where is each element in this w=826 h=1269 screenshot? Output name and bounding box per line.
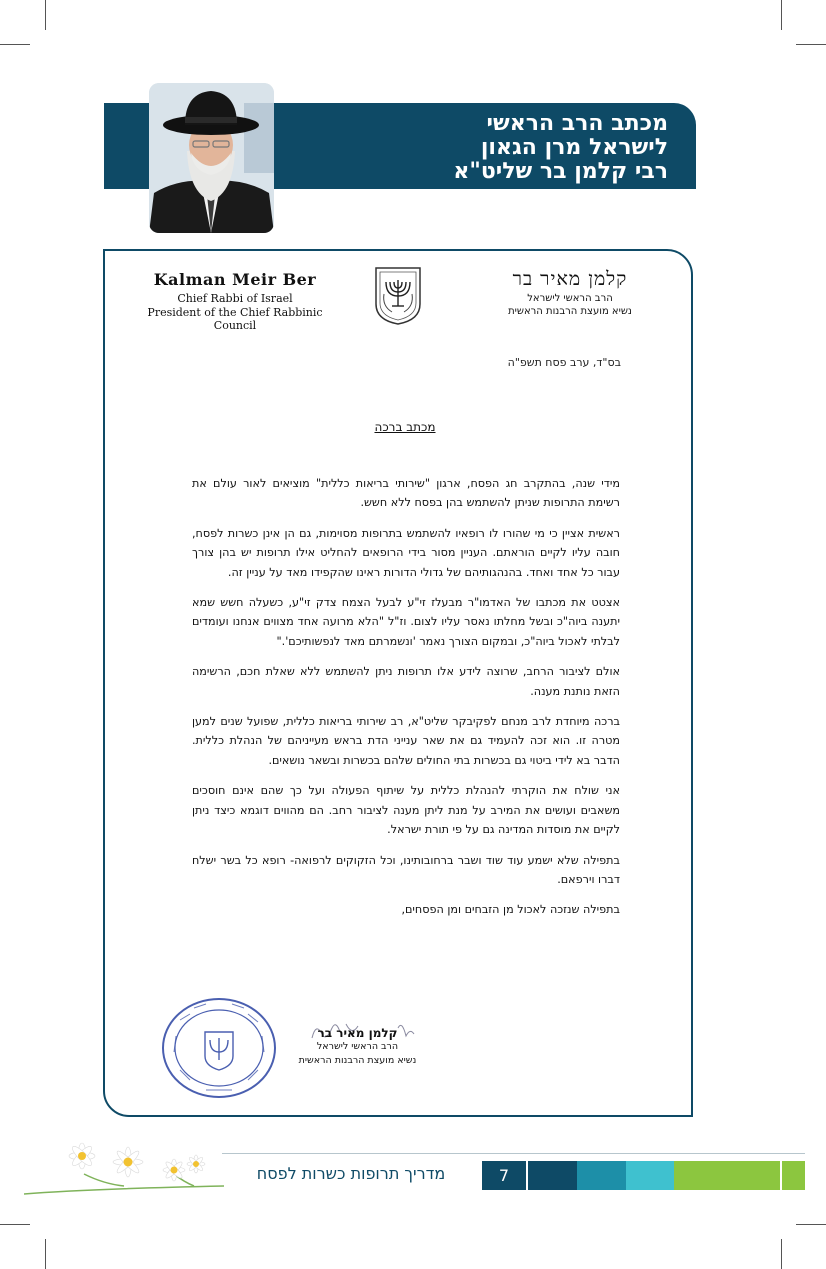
letter-paragraph: בתפילה שלא ישמע עוד שוד ושבר ברחובותינו, וכל הזקוקים לרפואה- רופא כל בשר ישלח דברו וירפאם. — [192, 853, 620, 886]
crop-mark — [45, 0, 46, 30]
page-number: 7 — [482, 1161, 526, 1190]
state-emblem-icon — [372, 264, 424, 326]
letter-body — [192, 474, 620, 931]
crop-mark — [796, 44, 826, 45]
footer-color-strip — [577, 1161, 626, 1190]
crop-mark — [781, 0, 782, 30]
letter-paragraph: אולם לציבור הרחב, שרוצה לידע אלו תרופות ניתן להשתמש ללא שאלת חכם, הרשימה הזאת נותנת מענה. — [192, 665, 620, 698]
signature-role: הרב הראשי לישראל — [316, 1041, 399, 1052]
letter-paragraph: ברכה מיוחדת לרב מנחם לפקיבקר שליט"א, רב שירותי בריאות כללית, שפועל שנים למען מטרה זו. הוא זכה להעמיד גם את שאר ענייני הדת בראש מעייניהם של הנהלת כללית. הדבר בא לידי ביטוי גם בכשרות בתי החולים שלהם בכשרות ובשאר נושאים. — [192, 715, 620, 767]
crop-mark — [796, 1224, 826, 1225]
footer-color-strip — [674, 1161, 780, 1190]
footer-divider — [222, 1153, 805, 1154]
signature-name: קלמן מאיר בר — [317, 1026, 398, 1040]
footer-color-strip — [528, 1161, 577, 1190]
letterhead-english — [135, 270, 335, 332]
letter-paragraph: מידי שנה, בהתקרב חג הפסח, ארגון "שירותי בריאות כללית" מוציאים לאור עולם את רשימת התרופות שניתן להשתמש בהן בפסח ללא חשש. — [192, 477, 620, 510]
letter-paragraph: ראשית אציין כי מי שהורו לו רופאיו להשתמש בתרופות מסוימות, גם הן אינן כשרות לפסח, חובה עליו לקיים הוראתם. העניין מסור בידי הרופאים להחליט אילו תרופות יש בהן צורך עבור כל אחד ואחד. בהנהגותיהם של גדולי הדורות ראינו שהקפידו מאד על עניין זה. — [192, 526, 620, 579]
letter-paragraph: אצטט את מכתבו של האדמו"ר מבעלז זי"ע לבעל הצמח צדק זי"ע, כשעלה חשש שמא יתענה ביוה"כ ובשל מחלתו נאסר עליו לצום. וז"ל "הלא מרועה אחד מצווים אנחנו ועומדים לבלתי לאכול ביוה"כ, ובמקום הצורך נאמר 'ונשמרתם מאד לנפשותיכם'." — [192, 596, 620, 648]
letterhead-council: President of the Chief Rabbinic Council — [147, 306, 323, 332]
letter-date: בס"ד, ערב פסח תשפ"ה — [507, 356, 621, 369]
letter-paragraph: אני שולח את הוקרתי להנהלת כללית על שיתוף הפעולה ועל כך שהם אינם חוסכים משאבים ועושים את המירב על מנת ליתן מענה לציבור רחב. הם מהווים דוגמא כיצד ניתן לקיים את מוסדות המדינה גם על פי תורת ישראל. — [192, 784, 620, 837]
header-title-line: לישראל מרן הגאון — [480, 135, 668, 160]
letter-paragraph: בתפילה שנזכה לאכול מן הזבחים ומן הפסחים, — [401, 903, 620, 917]
footer-color-strip — [626, 1161, 674, 1190]
crop-mark — [0, 1224, 30, 1225]
guide-title: מדריך תרופות כשרות לפסח — [256, 1164, 446, 1183]
official-stamp — [160, 996, 278, 1100]
crop-mark — [45, 1239, 46, 1269]
header-title-line: רבי קלמן בר שליט"א — [453, 159, 668, 184]
letterhead-council: נשיא מועצת הרבנות הראשית — [508, 306, 632, 317]
header-title-line: מכתב הרב הראשי — [486, 111, 668, 136]
daisy-flowers-decoration — [24, 1134, 224, 1204]
footer-color-strip — [782, 1161, 805, 1190]
letterhead-hebrew — [470, 268, 670, 317]
header-title — [348, 112, 668, 184]
crop-mark — [0, 44, 30, 45]
letterhead-role: Chief Rabbi of Israel — [177, 292, 293, 305]
signature-block — [290, 1018, 425, 1068]
rabbi-portrait — [149, 83, 274, 233]
letterhead-role: הרב הראשי לישראל — [527, 293, 613, 304]
letterhead-name: Kalman Meir Ber — [153, 270, 317, 289]
signature-council: נשיא מועצת הרבנות הראשית — [298, 1055, 417, 1066]
crop-mark — [781, 1239, 782, 1269]
letterhead-name: קלמן מאיר בר — [512, 268, 628, 290]
letter-subject: מכתב ברכה — [374, 420, 436, 434]
